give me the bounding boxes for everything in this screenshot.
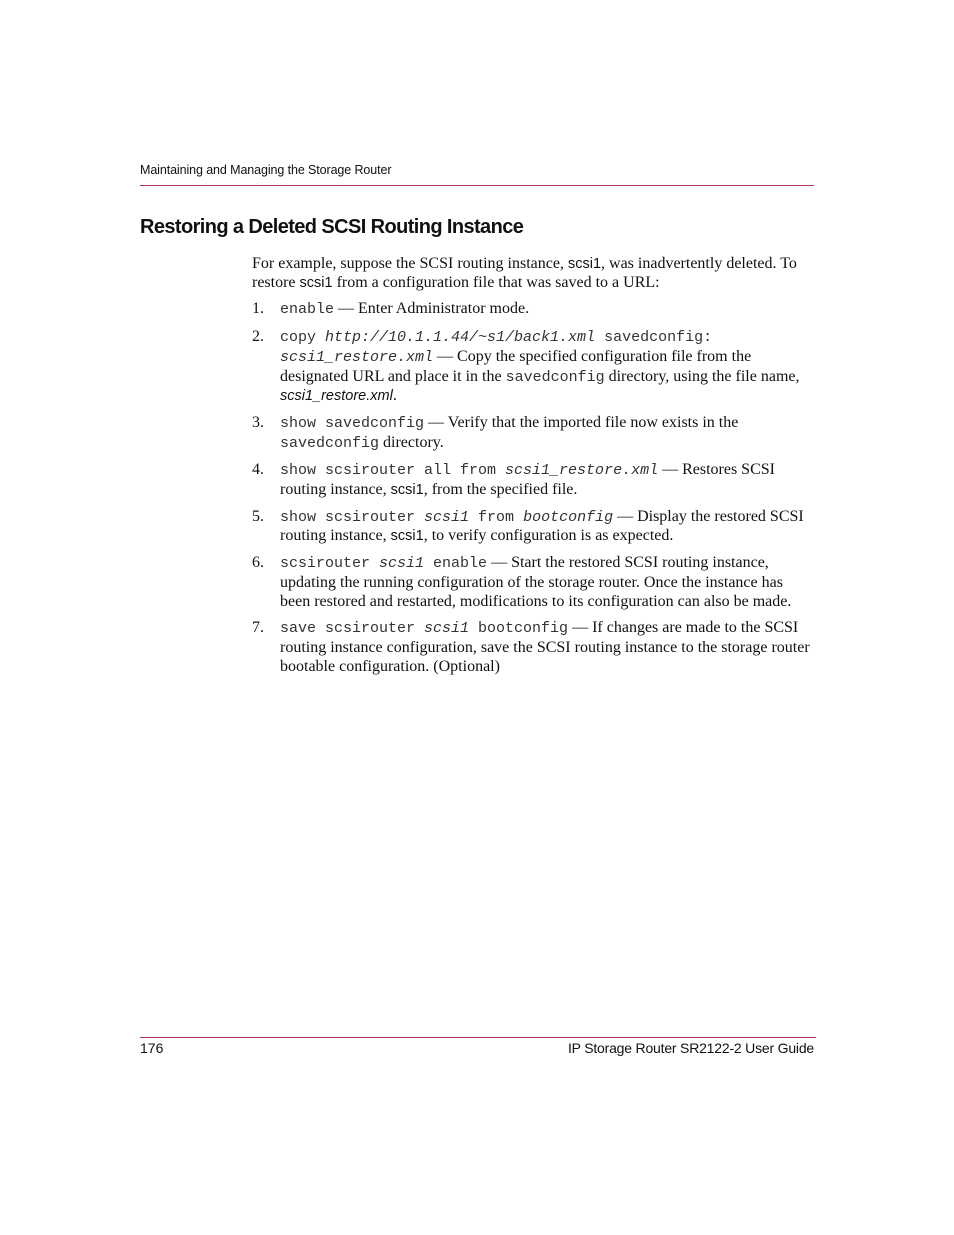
section-body	[252, 255, 814, 684]
running-header: Maintaining and Managing the Storage Router	[140, 163, 392, 177]
header-divider	[140, 185, 814, 186]
step-description: — Start the restored SCSI routing instance, updating the running configuration of the storage router. Once the instance has been restored and restarted, modifications to its configuration can also be made.	[280, 554, 792, 610]
step-description: — Restores SCSI routing instance,	[280, 461, 775, 499]
command-argument: scsi1	[424, 620, 470, 638]
command: copy	[280, 329, 326, 347]
step-4	[252, 461, 814, 499]
command: show scsirouter	[280, 508, 425, 526]
intro-paragraph	[252, 255, 814, 292]
file-name: scsi1_restore.xml	[280, 388, 393, 405]
command: save scsirouter	[280, 620, 425, 638]
step-number: 2.	[252, 328, 264, 346]
command: show scsirouter all from	[280, 462, 506, 480]
command: from	[469, 508, 524, 526]
command: savedconfig	[280, 434, 380, 452]
command-argument: bootconfig	[523, 508, 614, 526]
command-argument: scsi1_restore.xml	[505, 462, 659, 480]
step-description: — Copy the specified configuration file from the designated URL and place it in the	[280, 347, 752, 385]
document-title: IP Storage Router SR2122-2 User Guide	[567, 1040, 814, 1056]
command-argument: scsi1_restore.xml	[280, 348, 434, 366]
procedure-steps	[252, 300, 814, 676]
footer-divider	[140, 1037, 816, 1038]
page-number: 176	[140, 1040, 164, 1056]
step-7	[252, 619, 814, 676]
step-2	[252, 328, 814, 406]
step-6	[252, 554, 814, 611]
step-1	[252, 300, 814, 320]
instance-name: scsi1	[390, 528, 424, 545]
step-description: — If changes are made to the SCSI routing instance configuration, save the SCSI routing instance to the storage router bootable configuration. (Optional)	[280, 619, 810, 675]
intro-text: , was inadvertently deleted. To restore	[252, 255, 797, 291]
step-description: directory.	[379, 433, 444, 451]
step-5	[252, 508, 814, 546]
command: bootconfig	[469, 620, 569, 638]
command: show savedconfig	[280, 414, 425, 432]
instance-name: scsi1	[390, 482, 424, 499]
step-description: — Verify that the imported file now exists in the	[424, 413, 739, 431]
command-argument: scsi1	[424, 508, 470, 526]
step-description: , to verify configuration is as expected.	[423, 527, 674, 545]
section-title: Restoring a Deleted SCSI Routing Instance	[140, 216, 524, 238]
instance-name: scsi1	[299, 274, 333, 291]
command: enable	[424, 555, 488, 573]
step-number: 4.	[252, 461, 264, 479]
step-description: — Display the restored SCSI routing instance,	[280, 507, 804, 545]
instance-name: scsi1	[567, 256, 602, 272]
step-description: — Enter Administrator mode.	[334, 300, 530, 318]
step-description: directory, using the file name,	[604, 367, 800, 385]
intro-text: For example, suppose the SCSI routing instance,	[252, 255, 568, 272]
command: enable	[280, 301, 335, 319]
command: scsirouter	[280, 555, 380, 573]
intro-text: from a configuration file that was saved to a URL:	[332, 273, 660, 291]
step-number: 5.	[252, 507, 264, 525]
step-number: 3.	[252, 413, 264, 431]
command: savedconfig:	[595, 329, 713, 347]
step-description: .	[392, 387, 397, 405]
step-3	[252, 414, 814, 453]
command: savedconfig	[505, 368, 605, 386]
step-number: 1.	[252, 300, 264, 318]
step-description: , from the specified file.	[423, 481, 578, 499]
command-argument: scsi1	[379, 555, 425, 573]
command-argument: http://10.1.1.44/~s1/back1.xml	[325, 329, 596, 347]
step-number: 7.	[252, 619, 264, 637]
step-number: 6.	[252, 554, 264, 572]
